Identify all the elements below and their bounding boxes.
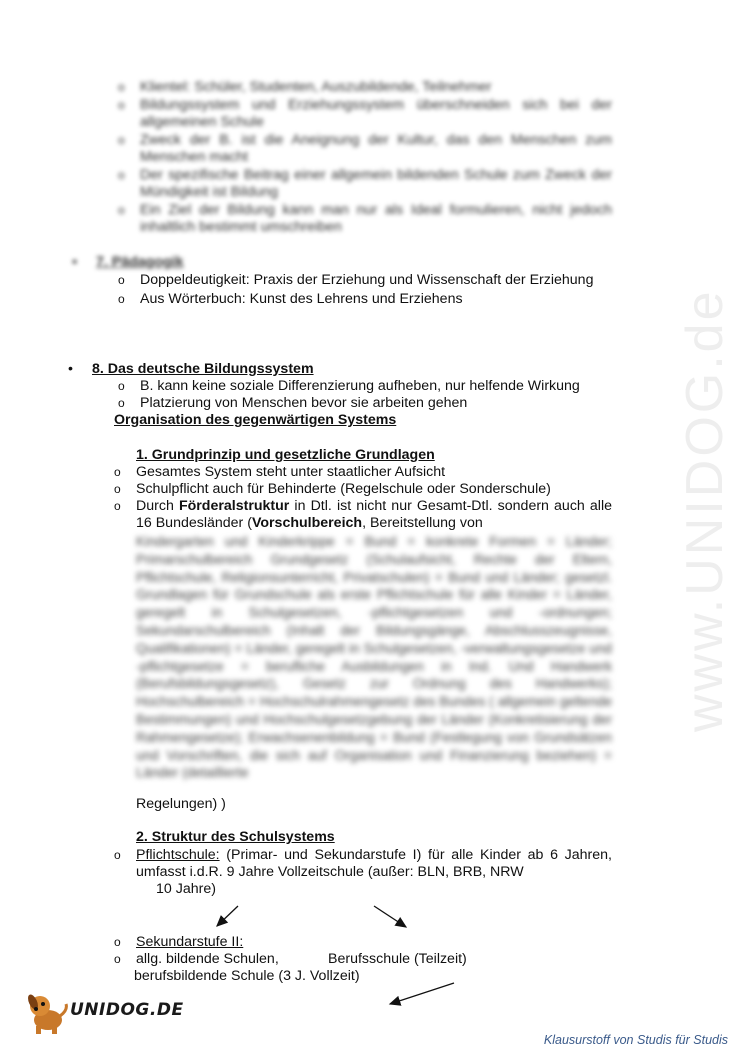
list-item <box>114 934 612 951</box>
text-run: Durch <box>136 498 179 514</box>
section8-bullet: • <box>68 361 73 377</box>
dog-mascot-icon <box>22 988 70 1036</box>
section7-bullet: ▪ <box>72 254 78 270</box>
section7-heading: 7. Pädagogik <box>96 254 184 270</box>
arrow-bottom <box>390 983 454 1004</box>
footer-tagline: Klausurstoff von Studis für Studis <box>543 1033 728 1047</box>
list-item: o Gesamtes System steht unter staatlicher Aufsicht <box>114 464 612 481</box>
blurred-paragraph: Kindergarten und Kinderkrippe = Bund = konkrete Formen = Länder; Primarschulbereich Grundgesetz (Schulaufsicht, Rechte der Eltern, Pflichtschule, Religionsunterricht, Privatschulen) = Bund und Länder; gesetzl. Grundlagen für Grundschule als erste Pflichtschule für alle Kinder = Länder, geregelt in Schulgesetzen, -pflichtgesetzen und -ordnungen; Sekundarschulbereich (Inhalt der Bildungsgänge, Abschlusszeugnisse, Qualifikationen) = Länder, geregelt in Schulgesetzen, -verwaltungsgesetze und -pflichtgesetze = berufliche Ausbildungen in Ind. Und Handwerk (Berufsbildungsgesetz), Gesetz zur Ordnung des Handwerks); Hochschulbereich = Hochschulrahmengesetz des Bundes ( allgemein geltende Bestimmungen) und Hochschulgesetzgebung der Länder (Konkretisierung der Rahmengesetze); Erwachsenenbildung = Bund (Festlegung von Grundsätzen und Vorschriften, die sich auf Organisation und Finanzierung beziehen) = Länder (detaillierte <box>136 534 612 781</box>
organisation-heading: Organisation des gegenwärtigen Systems <box>114 412 397 428</box>
text-underlined: Pflichtschule: <box>136 847 220 863</box>
sub1-tail: Regelungen) ) <box>136 796 226 812</box>
text-bold: Vorschulbereich <box>251 515 363 531</box>
list-item <box>114 951 612 968</box>
list-item: o B. kann keine soziale Differenzierung aufheben, nur helfende Wirkung <box>118 378 618 395</box>
list-item: o Doppeldeutigkeit: Praxis der Erziehung und Wissenschaft der Erziehung <box>118 272 612 289</box>
brand-logo-text: UNIDOG.DE <box>70 1000 184 1020</box>
text-run: in Dtl. ist nicht nur Gesamt-Dtl. sondern auch alle 16 Bundesländer ( <box>136 498 612 531</box>
list-item: o Aus Wörterbuch: Kunst des Lehrens und Erziehens <box>118 291 612 308</box>
text-underlined: Sekundarstufe II: <box>136 934 244 950</box>
text-run: , Bereitstellung von <box>362 515 483 531</box>
text-run: (Primar- und Sekundarstufe I) für alle Kinder ab 6 Jahren, umfasst i.d.R. 9 Jahre Vollzeitschule (außer: BLN, BRB, NRW <box>136 847 612 880</box>
list-item: o Zweck der B. ist die Aneignung der Kultur, das den Menschen zum Menschen macht <box>118 132 612 166</box>
sub2-item1-tail: 10 Jahre) <box>156 881 216 897</box>
sub1-heading: 1. Grundprinzip und gesetzliche Grundlagen <box>136 447 435 463</box>
text-run: Berufsschule (Teilzeit) <box>328 951 467 967</box>
list-item: o Der spezifische Beitrag einer allgemein bildenden Schule zum Zweck der Mündigkeit ist Bildung <box>118 167 612 201</box>
list-item: o Bildungssystem und Erziehungssystem überschneiden sich bei der allgemeinen Schule <box>118 97 612 131</box>
list-item: o Ein Ziel der Bildung kann man nur als Ideal formulieren, nicht jedoch inhaltlich bestimmt umschreiben <box>118 202 612 236</box>
text-run: allg. bildende Schulen, <box>136 951 279 967</box>
footer-logo <box>22 988 182 1038</box>
list-item: o Klientel: Schüler, Studenten, Auszubildende, Teilnehmer <box>118 79 612 96</box>
section8-heading: 8. Das deutsche Bildungssystem <box>92 361 314 377</box>
text-bold: Förderalstruktur <box>178 498 290 514</box>
list-item: o Schulpflicht auch für Behinderte (Regelschule oder Sonderschule) <box>114 481 612 498</box>
sub2-item3-tail: berufsbildende Schule (3 J. Vollzeit) <box>134 968 360 984</box>
sub2-heading: 2. Struktur des Schulsystems <box>136 829 335 845</box>
arrow-left <box>217 906 238 926</box>
list-item: o Platzierung von Menschen bevor sie arbeiten gehen <box>118 395 618 412</box>
sub2-list-b <box>114 934 612 968</box>
watermark-text: www.UNIDOG.de <box>676 288 734 732</box>
arrow-right <box>374 906 406 927</box>
